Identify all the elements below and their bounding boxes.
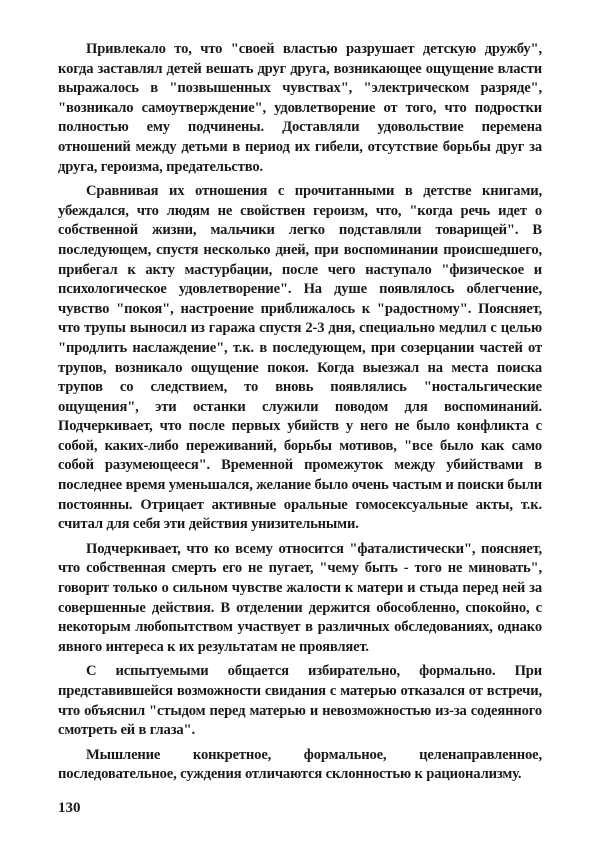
paragraph-2: Сравнивая их отношения с прочитанными в детстве книгами, убеждался, что людям не свойствен героизм, что, "когда речь идет о собственной жизни, мальчики легко подставляли товарищей". В последующем, спустя несколько дней, при воспоминании происшедшего, прибегал к акту мастурбации, после чего наступало "физическое и психологическое удовлетворение". На душе появлялось облегчение, чувство "покоя", настроение приближалось к "радостному". Поясняет, что трупы выносил из гаража спустя 2-3 дня, специально медлил с целью "продлить наслаждение", т.к. в последующем, при созерцании частей от трупов, возникало ощущение покоя. Когда выезжал на места поиска трупов со следствием, то вновь появлялись "ностальгические ощущения", эти останки служили поводом для воспоминаний. Подчеркивает, что после первых убийств у него не было конфликта с собой, каких-либо переживаний, борьбы мотивов, "все было как само собой разумеющееся". Временной промежуток между убийствами в последнее время уменьшался, желание было очень частым и поиски были постоянны. Отрицает активные оральные гомосексуальные акты, т.к. считал для себя эти действия унизительными. <box>58 183 542 533</box>
paragraph-1: Привлекало то, что "своей властью разрушает детскую дружбу", когда заставлял детей вешать друг друга, возникающее ощущение власти выражалось в "позвышенных чувствах", "электрическом разряде", "возникало самоутверждение", удовлетворение от того, что подростки полностью ему подчинены. Доставляли удовольствие перемена отношений между детьми в период их гибели, отсутствие борьбы друг за друга, героизма, предательство. <box>58 41 542 175</box>
paragraph-3: Подчеркивает, что ко всему относится "фаталистически", поясняет, что собственная смерть его не пугает, "чему быть - того не миновать", говорит только о сильном чувстве жалости к матери и стыда перед ней за совершенные действия. В отделении держится обособленно, спокойно, с некоторым любопытством участвует в различных обследованиях, однако явного интереса к их результатам не проявляет. <box>58 540 542 655</box>
document-body <box>58 40 542 790</box>
page-number: 130 <box>58 800 81 816</box>
paragraph-4: С испытуемыми общается избирательно, формально. При представившейся возможности свидания с матерью отказался от встречи, что объяснил "стыдом перед матерью и невозможностью из-за содеянного смотреть ей в глаза". <box>58 663 542 739</box>
paragraph-5: Мышление конкретное, формальное, целенаправленное, последовательное, суждения отличаются склонностью к рационализму. <box>58 746 542 783</box>
